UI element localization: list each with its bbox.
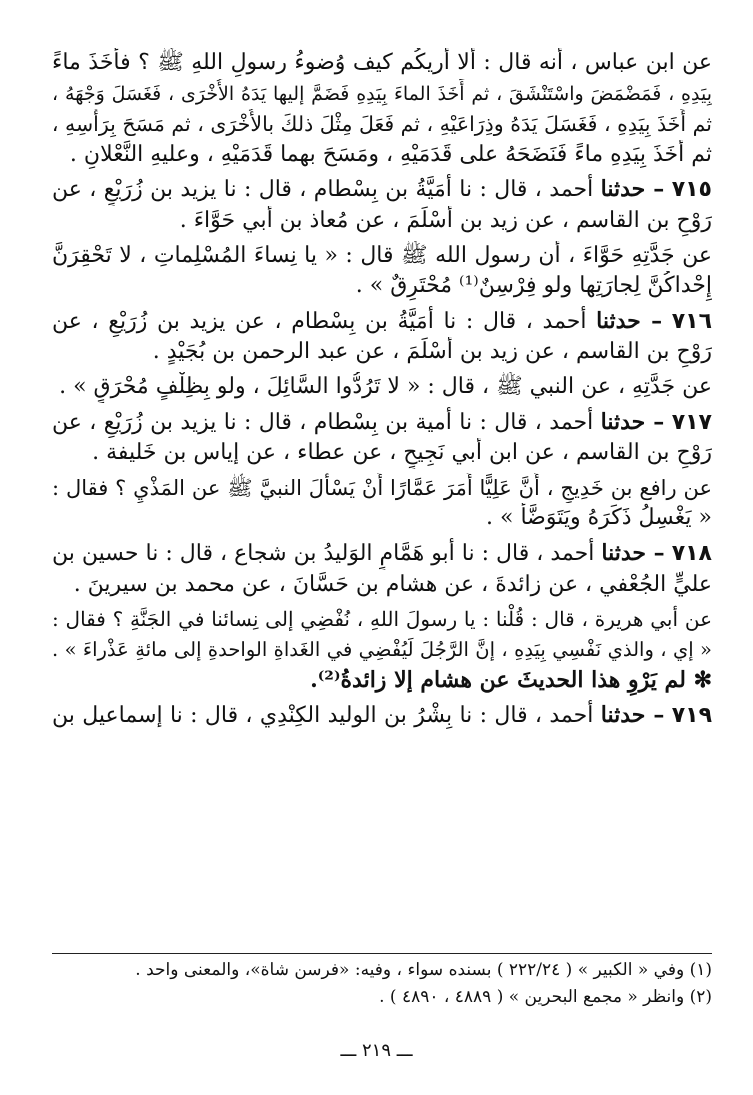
footnote-divider	[52, 953, 712, 954]
hadith-lead: – حدثنا	[600, 701, 665, 728]
hadith-text: إِحْداكُنَّ لِجارَتِها ولو فِرْسِنٌ⁽¹⁾ مُحْتَرِقٌ » .	[355, 273, 712, 299]
hadith-text: عن جَدَّتِهِ حَوَّاءَ ، أن رسول الله ﷺ قال : « يا نِساءَ المُسْلِماتِ ، لا تَحْقِرَنَّ	[52, 242, 712, 268]
chain-line: رَوْحِ بن القاسم ، عن زيد بن أَسْلَمَ ، عن عبد الرحمن بن بُجَيْدٍ .	[152, 339, 712, 365]
chain-line: رَوْحِ بن القاسم ، عن ابن أبي نَجِيحٍ ، عن عطاء ، عن إياس بن خَليفة .	[92, 440, 712, 466]
hadith-718-chain	[52, 538, 712, 570]
hadith-719-chain	[52, 700, 712, 732]
chain-text: أحمد ، قال : نا بِشْرُ بن الوليد الكِنْدِي ، قال : نا إسماعيل بن	[52, 702, 594, 728]
hadith-716-chain	[52, 306, 712, 338]
hadith-lead: – حدثنا	[601, 539, 665, 566]
text-line: عن ابن عباس ، أنه قال : ألا أُريكُم كيف وُضوءُ رسولِ اللهِ ﷺ ؟ فأَخَذَ ماءً	[52, 50, 712, 75]
chain-text: أحمد ، قال : نا أبو هَمَّامٍ الوَليدُ بن شجاع ، قال : نا حسين بن	[52, 540, 595, 566]
hadith-text: « إي ، والذي نَفْسِي بِيَدِهِ ، إنَّ الرَّجُلَ لَيُفْضِي في الغَداةِ الواحدةِ إلى مائةِ عَذْراءَ » .	[52, 637, 712, 661]
hadith-number: ٧١٦	[671, 308, 712, 334]
text-line: ثم أَخَذَ بِيَدِهِ ، فَغَسَلَ يَدَهُ وذِرَاعَيْهِ ، ثم فَعَلَ مِثْلَ ذلكَ بالأُخْرَى ، ثم مَسَحَ بِرَأْسِهِ ،	[52, 112, 712, 137]
chain-line: رَوْحِ بن القاسم ، عن زيد بن أَسْلَمَ ، عن مُعاذ بن أبي حَوَّاءَ .	[179, 207, 712, 233]
footnote-1: (١) وفي « الكبير » ( ٢٢٢/٢٤ ) بسنده سواء ، وفيه: «فرسن شاة»، والمعنى واحد .	[135, 960, 712, 980]
hadith-text: عن رافع بن خَدِيجٍ ، أَنَّ عَلِيًّا أَمَرَ عَمَّارًا أَنْ يَسْأَلَ النبيَّ ﷺ عن المَذْيِ ؟ فقال :	[52, 475, 712, 500]
hadith-number: ٧١٨	[671, 540, 712, 566]
hadith-text: عن جَدَّتِهِ ، عن النبي ﷺ ، قال : « لا تَرُدُّوا السَّائِلَ ، ولو بِظِلْفٍ مُحْرَقٍ » .	[59, 373, 712, 399]
hadith-number: ٧١٥	[671, 177, 712, 203]
hadith-number: ٧١٧	[671, 409, 712, 435]
chain-text: أحمد ، قال : نا أُمَيَّةُ بن بِسْطام ، عن يزيد بن زُرَيْعٍ ، عن	[52, 308, 587, 334]
hadith-lead: – حدثنا	[600, 408, 665, 435]
hadith-text: « يَغْسِلُ ذَكَرَهُ ويَتَوَضَّأُ » .	[486, 505, 712, 531]
hadith-text: عن أبي هريرة ، قال : قُلْنا : يا رسولَ اللهِ ، نُفْضِي إلى نِسائنا في الجَنَّةِ ؟ فقال :	[52, 607, 712, 632]
hadith-715-chain	[52, 174, 712, 206]
editor-note: ✻ لم يَرْوِ هذا الحديثَ عن هشام إلا زائدةُ⁽²⁾.	[310, 667, 712, 694]
text-line: ثم أَخَذَ بِيَدِهِ ماءً فَنَضَحَهُ على قَدَمَيْهِ ، ومَسَحَ بهما قَدَمَيْهِ ، وعليهِ النَّعْلانِ .	[69, 141, 712, 167]
hadith-number: ٧١٩	[671, 702, 712, 728]
hadith-lead: – حدثنا	[596, 307, 663, 334]
hadith-lead: – حدثنا	[600, 176, 665, 203]
text-line: بِيَدِهِ ، فَمَضْمَضَ واسْتَنْشَقَ ، ثم أَخَذَ الماءَ بِيَدِهِ فَضَمَّ إليها يَدَهُ الأُخْرَى ، فَغَسَلَ وَجْهَهُ ،	[52, 82, 712, 105]
chain-text: أحمد ، قال : نا أمية بن بِسْطام ، قال : نا يزيد بن زُرَيْعٍ ، عن	[52, 409, 594, 435]
page-number: ـــ ٢١٩ ـــ	[340, 1040, 413, 1061]
page-body	[52, 48, 712, 731]
hadith-717-chain	[52, 407, 712, 439]
footnote-2: (٢) وانظر « مجمع البحرين » ( ٤٨٨٩ ، ٤٨٩٠ ) .	[379, 987, 712, 1007]
chain-text: أحمد ، قال : نا أُمَيَّةُ بن بِسْطام ، قال : نا يزيد بن زُرَيْعٍ ، عن	[52, 177, 594, 203]
chain-line: عليٍّ الجُعْفي ، عن زائدةَ ، عن هشام بن حَسَّانَ ، عن محمد بن سيرينَ .	[73, 571, 712, 597]
